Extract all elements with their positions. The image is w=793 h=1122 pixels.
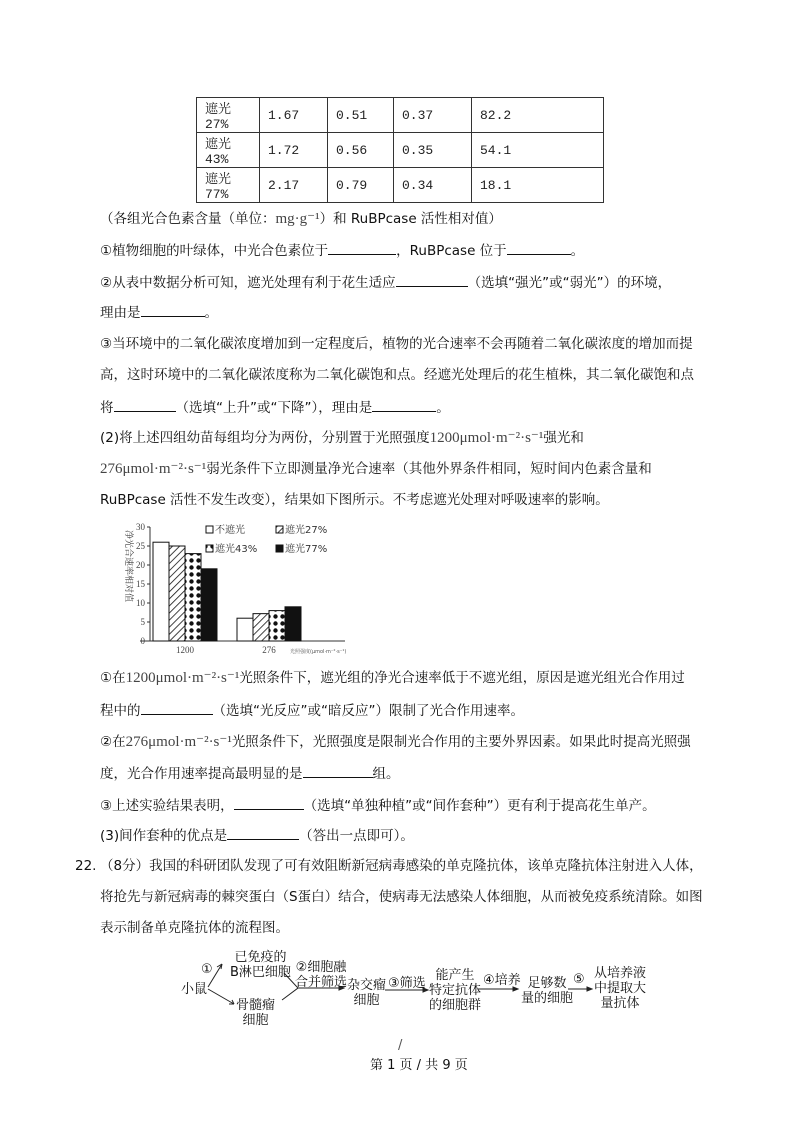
bar-遮光43% [269, 611, 285, 641]
question-2-cont: 理由是 。 [100, 305, 218, 321]
part-2-cont: 276μmol·m⁻²·s⁻¹弱光条件下立即测量净光合速率（其他外界条件相同，短时间内色素含量和 [100, 461, 652, 477]
page-number: 第 1 页 / 共 9 页 [370, 1058, 468, 1073]
table-cell: 遮光 27% [197, 98, 260, 133]
legend-swatch [276, 545, 283, 552]
table-row [197, 98, 604, 133]
table-cell: 0.79 [328, 168, 394, 203]
y-tick-label: 25 [136, 541, 145, 551]
flow-step-3: ③筛选 [388, 976, 426, 991]
answer-blank[interactable] [227, 826, 299, 840]
flow-cell-group: 能产生 特定抗体 的细胞群 [429, 968, 482, 1013]
bar-遮光27% [253, 614, 269, 641]
legend-label: 遮光43% [215, 544, 258, 555]
flow-enough-cells: 足够数 量的细胞 [521, 976, 574, 1006]
bar-遮光77% [201, 569, 217, 641]
question-2: ②从表中数据分析可知，遮光处理有利于花生适应 （选填“强光”或“弱光”）的环境， [100, 275, 672, 291]
table-cell: 82.2 [472, 98, 604, 133]
y-tick-label: 5 [140, 617, 145, 627]
flow-myeloma: 骨髓瘤 细胞 [236, 998, 276, 1028]
result-1-cont: 程中的 （选填“光反应”或“暗反应”）限制了光合作用速率。 [100, 703, 524, 719]
answer-blank[interactable] [114, 398, 176, 412]
question-22-cont: 将抢先与新冠病毒的棘突蛋白（S蛋白）结合，使病毒无法感染人体细胞，从而被免疫系统清除。如图 [100, 889, 703, 905]
table-row [197, 133, 604, 168]
x-tick-label: 276 [262, 645, 276, 655]
answer-blank[interactable] [234, 796, 304, 810]
part-2: (2)将上述四组幼苗每组均分为两份，分别置于光照强度1200μmol·m⁻²·s⁻¹强光和 [100, 430, 584, 446]
y-tick-label: 20 [136, 560, 145, 570]
y-tick-label: 0 [140, 636, 145, 646]
part-2-end: RuBPcase 活性不发生改变），结果如下图所示。不考虑遮光处理对呼吸速率的影响。 [100, 492, 609, 508]
flow-mouse: 小鼠 [181, 982, 208, 997]
legend-label: 不遮光 [215, 525, 245, 536]
table-cell: 1.72 [260, 133, 328, 168]
result-2: ②在276μmol·m⁻²·s⁻¹光照条件下，光照强度是限制光合作用的主要外界因素。如果此时提高光照强 [100, 734, 691, 750]
x-tick-label: 1200 [176, 645, 194, 655]
bar-chart [90, 515, 350, 660]
y-tick-label: 10 [136, 598, 145, 608]
legend-swatch [206, 526, 213, 533]
flow-step-2: ②细胞融 合并筛选 [295, 960, 348, 990]
table-cell: 遮光 43% [197, 133, 260, 168]
table-cell: 0.56 [328, 133, 394, 168]
table-cell: 遮光 77% [197, 168, 260, 203]
flow-hybridoma: 杂交瘤 细胞 [347, 978, 387, 1008]
y-tick-label: 15 [136, 579, 145, 589]
answer-blank[interactable] [303, 764, 373, 778]
table-cell: 2.17 [260, 168, 328, 203]
question-3-cont: 高，这时环境中的二氧化碳浓度称为二氧化碳饱和点。经遮光处理后的花生植株，其二氧化碳饱和点 [100, 367, 694, 383]
answer-blank[interactable] [372, 398, 436, 412]
question-22: （8分）我国的科研团队发现了可有效阻断新冠病毒感染的单克隆抗体，该单克隆抗体注射进入人体， [100, 858, 703, 874]
result-2-cont: 度，光合作用速率提高最明显的是 组。 [100, 766, 400, 782]
table-cell: 54.1 [472, 133, 604, 168]
answer-blank[interactable] [507, 241, 571, 255]
table-cell: 0.35 [394, 133, 472, 168]
table-row [197, 168, 604, 203]
question-3: ③当环境中的二氧化碳浓度增加到一定程度后，植物的光合速率不会再随着二氧化碳浓度的增加而提 [100, 336, 693, 352]
flow-step-5: ⑤ [573, 972, 585, 987]
footer-slash: / [398, 1038, 403, 1053]
question-1: ①植物细胞的叶绿体，中光合色素位于 ，RuBPcase 位于 。 [100, 243, 585, 259]
answer-blank[interactable] [141, 303, 205, 317]
question-3-end: 将 （选填“上升”或“下降”），理由是 。 [100, 400, 450, 416]
legend-label: 遮光27% [285, 525, 328, 536]
result-3: ③上述实验结果表明， （选填“单独种植”或“间作套种”）更有利于提高花生单产。 [100, 798, 656, 814]
y-tick-label: 30 [136, 522, 145, 532]
answer-blank[interactable] [328, 241, 396, 255]
legend-swatch [206, 545, 213, 552]
table-cell: 0.34 [394, 168, 472, 203]
answer-blank[interactable] [396, 273, 468, 287]
answer-blank[interactable] [141, 701, 213, 715]
question-22-end: 表示制备单克隆抗体的流程图。 [100, 920, 289, 936]
bar-不遮光 [237, 618, 253, 641]
table-cell: 18.1 [472, 168, 604, 203]
flow-b-cell: 已免疫的 B淋巴细胞 [230, 950, 291, 980]
bar-遮光43% [185, 554, 201, 641]
x-axis-label: 光照强度(μmol·m⁻²·s⁻¹) [290, 649, 347, 655]
pigment-table [196, 97, 604, 203]
table-cell: 0.51 [328, 98, 394, 133]
result-1: ①在1200μmol·m⁻²·s⁻¹光照条件下，遮光组的净光合速率低于不遮光组，原因是遮光组光合作用过 [100, 670, 685, 686]
flow-step-1: ① [201, 962, 213, 977]
table-cell: 1.67 [260, 98, 328, 133]
question-number: 22. [75, 858, 97, 874]
bar-遮光27% [169, 546, 185, 641]
bar-遮光77% [285, 607, 301, 641]
part-3: (3)间作套种的优点是 （答出一点即可）。 [100, 828, 414, 844]
y-axis-label: 净光合速率相对值 [123, 530, 133, 603]
legend-label: 遮光77% [285, 544, 328, 555]
bar-不遮光 [153, 542, 169, 641]
table-caption: （各组光合色素含量（单位：mg·g⁻¹）和 RuBPcase 活性相对值） [100, 211, 502, 227]
flow-step-4: ④培养 [483, 973, 521, 988]
flow-extract: 从培养液 中提取大 量抗体 [594, 966, 647, 1011]
table-cell: 0.37 [394, 98, 472, 133]
legend-swatch [276, 526, 283, 533]
